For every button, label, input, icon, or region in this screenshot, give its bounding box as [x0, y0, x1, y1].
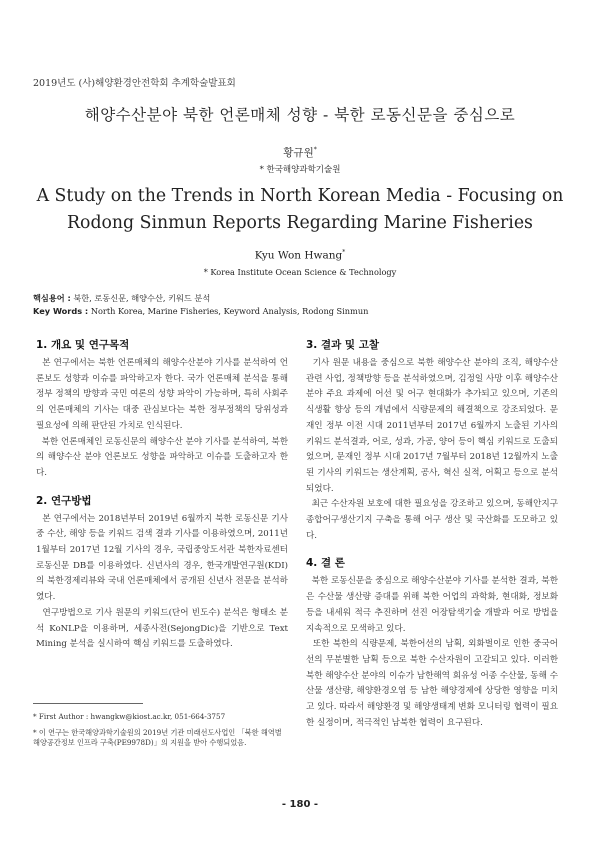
- overview-paragraph-1: 본 연구에서는 북한 언론매체의 해양수산분야 기사를 분석하여 언론보도 성향과 이슈를 파악하고자 한다. 국가 언론매체 분석을 통해 정부 정책의 방향과 국민 여론의 성향 파악이 가능하며, 특히 사회주의 언론매체의 기사는 대중 관심보다는 북한 정부정책의 당위성과 필요성에 의해 판단된 가치로 인식된다.: [36, 358, 289, 431]
- right-column: [306, 337, 558, 731]
- footnote-funding: * 이 연구는 한국해양과학기술원의 2019년 기관 미래선도사업인 「북한 해역별 해양공간정보 인프라 구축(PE9978D)」의 지원을 받아 수행되었음.: [33, 728, 282, 747]
- method-paragraph-2: 연구방법으로 기사 원문의 키워드(단어 빈도수) 분석은 형태소 분석 KoNLP을 이용하며, 세종사전(SejongDic)을 기반으로 Text Mining 분석을 실시하여 핵심 키워드를 도출하였다.: [36, 607, 288, 650]
- results-paragraph-2: 최근 수산자원 보호에 대한 필요성을 강조하고 있으며, 동해안지구종합어구생산기지 구축을 통해 어구 생산 및 국산화를 도모하고 있다.: [306, 499, 559, 541]
- english-author-mark: *: [342, 249, 346, 256]
- english-author-name: Kyu Won Hwang: [254, 249, 343, 262]
- keywords-english: [33, 306, 368, 316]
- keywords-korean-label: 핵심용어 :: [33, 293, 71, 303]
- english-title: A Study on the Trends in North Korean Media - Focusing on Rodong Sinmun Reports Regarding Marine Fisheries: [36, 186, 564, 233]
- section-heading-overview: 1. 개요 및 연구목적: [36, 339, 130, 351]
- korean-title: 해양수산분야 북한 언론매체 성향 - 북한 로동신문을 중심으로: [84, 106, 516, 124]
- keywords-english-text: North Korea, Marine Fisheries, Keyword Analysis, Rodong Sinmun: [90, 306, 369, 316]
- overview-paragraph-2: 북한 언론매체인 로동신문의 해양수산 분야 기사를 분석하여, 북한의 해양수산 분야 언론보도 성향을 파악하고 이슈를 도출하고자 한다.: [36, 436, 289, 478]
- korean-author: [0, 145, 600, 160]
- keywords-english-label: Key Words :: [33, 306, 89, 316]
- korean-author-mark: *: [313, 146, 317, 154]
- korean-author-name: 황규원: [283, 147, 314, 159]
- method-paragraph-1: 본 연구에서는 2018년부터 2019년 6월까지 북한 로동신문 기사 중 수산, 해양 등을 키워드 검색 결과 기사를 이용하였으며, 2011년 1월부터 2017년 12월 기사의 경우, 국립중앙도서관 북한자료센터 로동신문 DB를 이용하였다. 신년사의 경우, 한국개발연구원(KDI)의 북한경제리뷰와 국내 언론매체에서 공개된 신년사 전문을 분석하였다.: [36, 513, 288, 603]
- footnote-first-author: * First Author : hwangkw@kiost.ac.kr, 051-664-3757: [33, 712, 226, 721]
- keywords-korean-text: 북한, 로동신문, 해양수산, 키워드 분석: [73, 293, 211, 303]
- english-author: [0, 249, 600, 262]
- conference-header: 2019년도 (사)해양환경안전학회 추계학술발표회: [33, 78, 236, 89]
- keywords-korean: [33, 293, 210, 304]
- left-column: [36, 337, 288, 653]
- conclusion-paragraph-2: 또한 북한의 식량문제, 북한어선의 남획, 외화벌이로 인한 중국어선의 무분별한 남획 등으로 북한 수산자원이 고갈되고 있다. 이러한 북한 해양수산 분야의 이슈가 남한해역 회유성 어종 수산물, 동해 수산물 생산량, 해양환경오염 등 남한 해양경제에 상당한 영향을 미치고 있다. 따라서 해양환경 및 해양생태계 변화 모니터링 협력이 필요한 실정이며, 적극적인 남북한 협력이 요구된다.: [306, 639, 558, 728]
- conclusion-paragraph-1: 북한 로동신문을 중심으로 해양수산분야 기사를 분석한 결과, 북한은 수산물 생산량 증대를 위해 북한 어업의 과학화, 현대화, 정보화 등을 내세워 적극 추진하며 선진 어장탐색기술 개발과 어로 방법을 지속적으로 모색하고 있다.: [306, 576, 559, 634]
- section-heading-results: 3. 결과 및 고찰: [306, 339, 379, 351]
- section-heading-method: 2. 연구방법: [36, 494, 92, 507]
- footnote-divider: [33, 703, 143, 704]
- english-affiliation: * Korea Institute Ocean Science & Technology: [203, 267, 397, 277]
- page-number: - 180 -: [281, 799, 319, 810]
- results-paragraph-1: 기사 원문 내용을 중심으로 북한 해양수산 분야의 조직, 해양수산 관련 사업, 정책방향 등을 분석하였으며, 김정일 사망 이후 해양수산 분야 주요 과제에 어선 및 어구 현대화가 추가되고 있으며, 기존의 식생활 향상 등의 개념에서 식량문제의 해결책으로 강조되었다. 문재인 정부 이전 시대 2011년부터 2017년 6월까지 노출된 기사의 키워드 분석결과, 어로, 성과, 가공, 양어 등이 핵심 키워드로 도출되었으며, 문재인 정부 시대 2017년 7월부터 2018년 12월까지 노출된 기사의 키워드는 생산계획, 공사, 혁신 실적, 어획고 등으로 분석되었다.: [306, 358, 558, 494]
- section-heading-conclusion: 4. 결 론: [306, 557, 345, 570]
- korean-affiliation: * 한국해양과학기술원: [259, 165, 341, 175]
